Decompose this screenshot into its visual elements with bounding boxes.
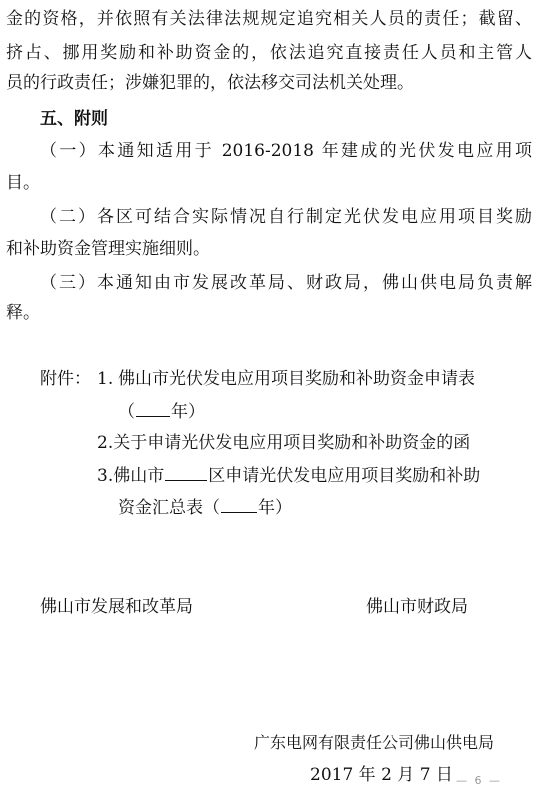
signature-left: 佛山市发展和改革局: [40, 597, 193, 617]
year-close: 年）: [258, 498, 292, 518]
attachment-3-prefix: 3.佛山市: [97, 466, 165, 486]
clause-3-line: 释。: [6, 303, 40, 323]
attachment-1-number: 1.: [97, 369, 114, 389]
attachment-2: 2.关于申请光伏发电应用项目奖励和补助资金的函: [97, 433, 471, 453]
clause-2-line: （二）各区可结合实际情况自行制定光伏发电应用项目奖励: [40, 207, 532, 227]
clause-1-line: 目。: [6, 173, 40, 193]
body-paragraph-line: 挤占、挪用奖励和补助资金的，依法追究直接责任人员和主管人: [6, 43, 532, 63]
body-paragraph-line: 员的行政责任；涉嫌犯罪的，依法移交司法机关处理。: [6, 73, 414, 93]
district-blank: [165, 464, 207, 481]
clause-3-line: （三）本通知由市发展改革局、财政局，佛山供电局负责解: [40, 273, 532, 293]
attachments-label: 附件：: [40, 369, 91, 389]
year-blank: [221, 496, 257, 513]
clause-2-line: 和补助资金管理实施细则。: [6, 239, 210, 259]
section-heading: 五、附则: [40, 109, 108, 129]
document-date: 2017 年 2 月 7 日: [310, 765, 453, 785]
attachment-1-title: 佛山市光伏发电应用项目奖励和补助资金申请表: [118, 369, 475, 389]
signature-bottom-org: 广东电网有限责任公司佛山供电局: [254, 733, 495, 752]
attachment-3-continuation: [118, 496, 292, 519]
attachment-3: [97, 464, 480, 487]
summary-table-label: 资金汇总表（: [118, 498, 220, 518]
year-blank: [136, 400, 170, 417]
open-paren: （: [118, 402, 135, 422]
year-close: 年）: [171, 402, 205, 422]
attachment-3-suffix: 区申请光伏发电应用项目奖励和补助: [208, 466, 481, 486]
attachment-1-continuation: [118, 400, 205, 423]
body-paragraph-line: 金的资格，并依照有关法律法规规定追究相关人员的责任；截留、: [6, 9, 532, 29]
page-number: — 6 —: [456, 774, 502, 787]
signature-right: 佛山市财政局: [366, 597, 468, 617]
clause-1-line: （一）本通知适用于 2016-2018 年建成的光伏发电应用项: [40, 141, 532, 161]
